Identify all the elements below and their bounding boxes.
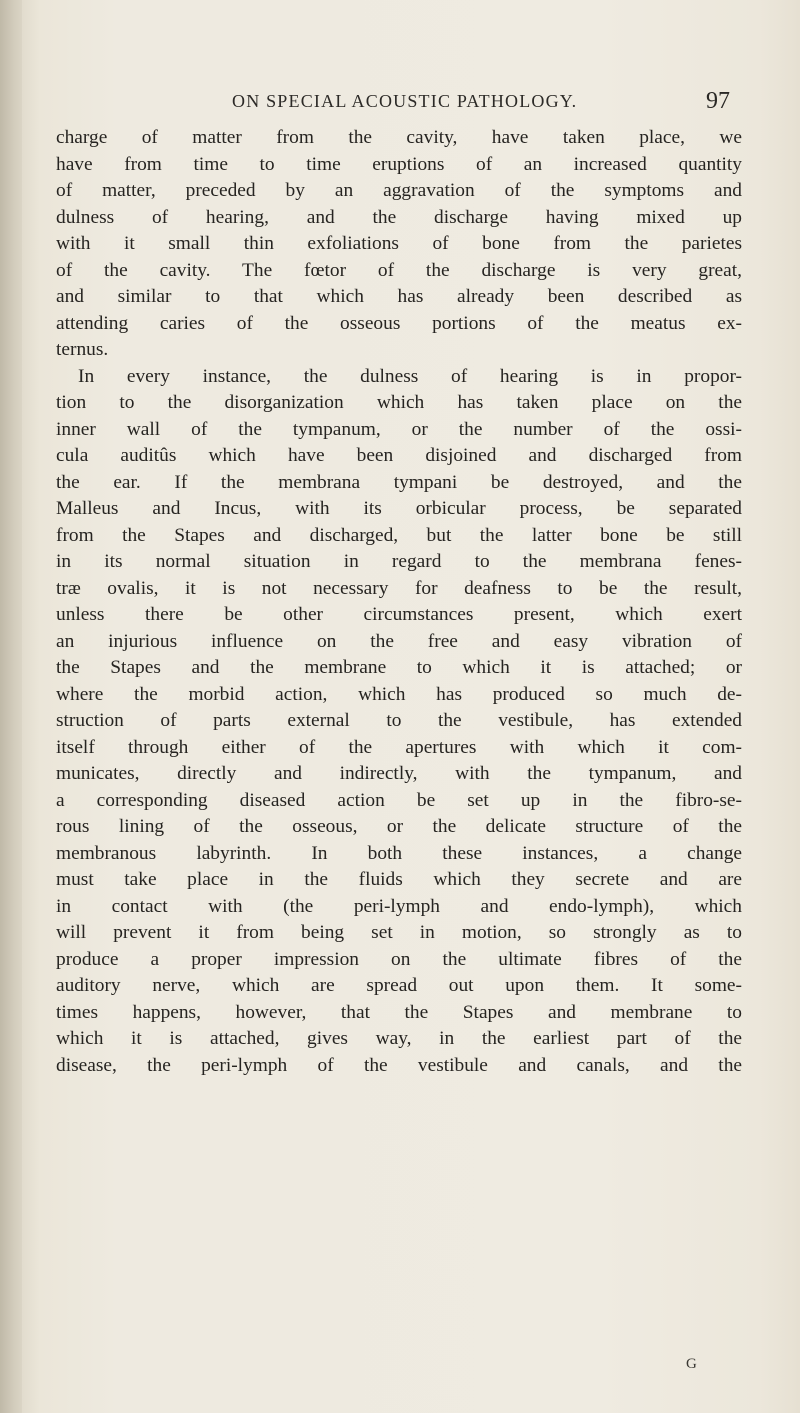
text-line: auditory nerve, which are spread out upon them. It some-: [56, 975, 742, 996]
signature-mark: G: [686, 1356, 697, 1372]
text-line: ternus.: [56, 339, 109, 360]
text-line: membranous labyrinth. In both these instances, a change: [56, 842, 742, 864]
text-line: charge of matter from the cavity, have taken place, we: [56, 127, 742, 148]
text-line: municates, directly and indirectly, with the tympanum, and: [56, 763, 742, 784]
text-line: dulness of hearing, and the discharge having mixed up: [56, 206, 742, 228]
signature-mark-row: [0, 1356, 800, 1376]
text-line: will prevent it from being set in motion, so strongly as to: [56, 922, 742, 943]
text-line: attending caries of the osseous portions of the meatus ex-: [56, 312, 742, 334]
running-head: ON SPECIAL ACOUSTIC PATHOLOGY.: [232, 91, 578, 111]
page-number: 97: [706, 88, 730, 114]
text-line: of matter, preceded by an aggravation of the symptoms and: [56, 180, 742, 201]
text-line: must take place in the fluids which they secrete and are: [56, 869, 742, 890]
text-line: disease, the peri-lymph of the vestibule and canals, and the: [56, 1054, 742, 1076]
text-line: from the Stapes and discharged, but the latter bone be still: [56, 524, 742, 546]
text-line: produce a proper impression on the ultimate fibres of the: [56, 948, 742, 970]
text-line: unless there be other circumstances present, which exert: [56, 604, 742, 625]
page-header: [0, 88, 800, 121]
text-line: itself through either of the apertures with which it com-: [56, 736, 742, 758]
text-line: the ear. If the membrana tympani be destroyed, and the: [56, 471, 742, 493]
body-text: [56, 125, 742, 1079]
text-line: of the cavity. The fœtor of the discharge is very great,: [56, 259, 742, 281]
text-line: times happens, however, that the Stapes and membrane to: [56, 1001, 742, 1023]
text-line: inner wall of the tympanum, or the number of the ossi-: [56, 418, 742, 440]
paragraph-first-line: In every instance, the dulness of hearing is in propor-: [78, 365, 742, 387]
page-gutter-shadow: [0, 0, 22, 1413]
text-line: where the morbid action, which has produced so much de-: [56, 683, 742, 705]
text-line: an injurious influence on the free and easy vibration of: [56, 630, 742, 652]
text-line: tion to the disorganization which has taken place on the: [56, 392, 742, 413]
text-line: in contact with (the peri-lymph and endo-lymph), which: [56, 895, 742, 917]
text-line: which it is attached, gives way, in the earliest part of the: [56, 1028, 742, 1049]
text-line: struction of parts external to the vestibule, has extended: [56, 710, 742, 731]
text-line: and similar to that which has already been described as: [56, 286, 742, 307]
text-line: træ ovalis, it is not necessary for deafness to be the result,: [56, 577, 742, 599]
text-line: the Stapes and the membrane to which it is attached; or: [56, 657, 742, 678]
text-line: a corresponding diseased action be set up in the fibro-se-: [56, 789, 742, 811]
text-line: with it small thin exfoliations of bone from the parietes: [56, 233, 742, 254]
text-line: in its normal situation in regard to the membrana fenes-: [56, 551, 742, 572]
text-line: rous lining of the osseous, or the delicate structure of the: [56, 816, 742, 837]
text-line: have from time to time eruptions of an increased quantity: [56, 153, 742, 175]
text-line: Malleus and Incus, with its orbicular process, be separated: [56, 498, 742, 519]
text-line: cula auditûs which have been disjoined and discharged from: [56, 445, 742, 466]
